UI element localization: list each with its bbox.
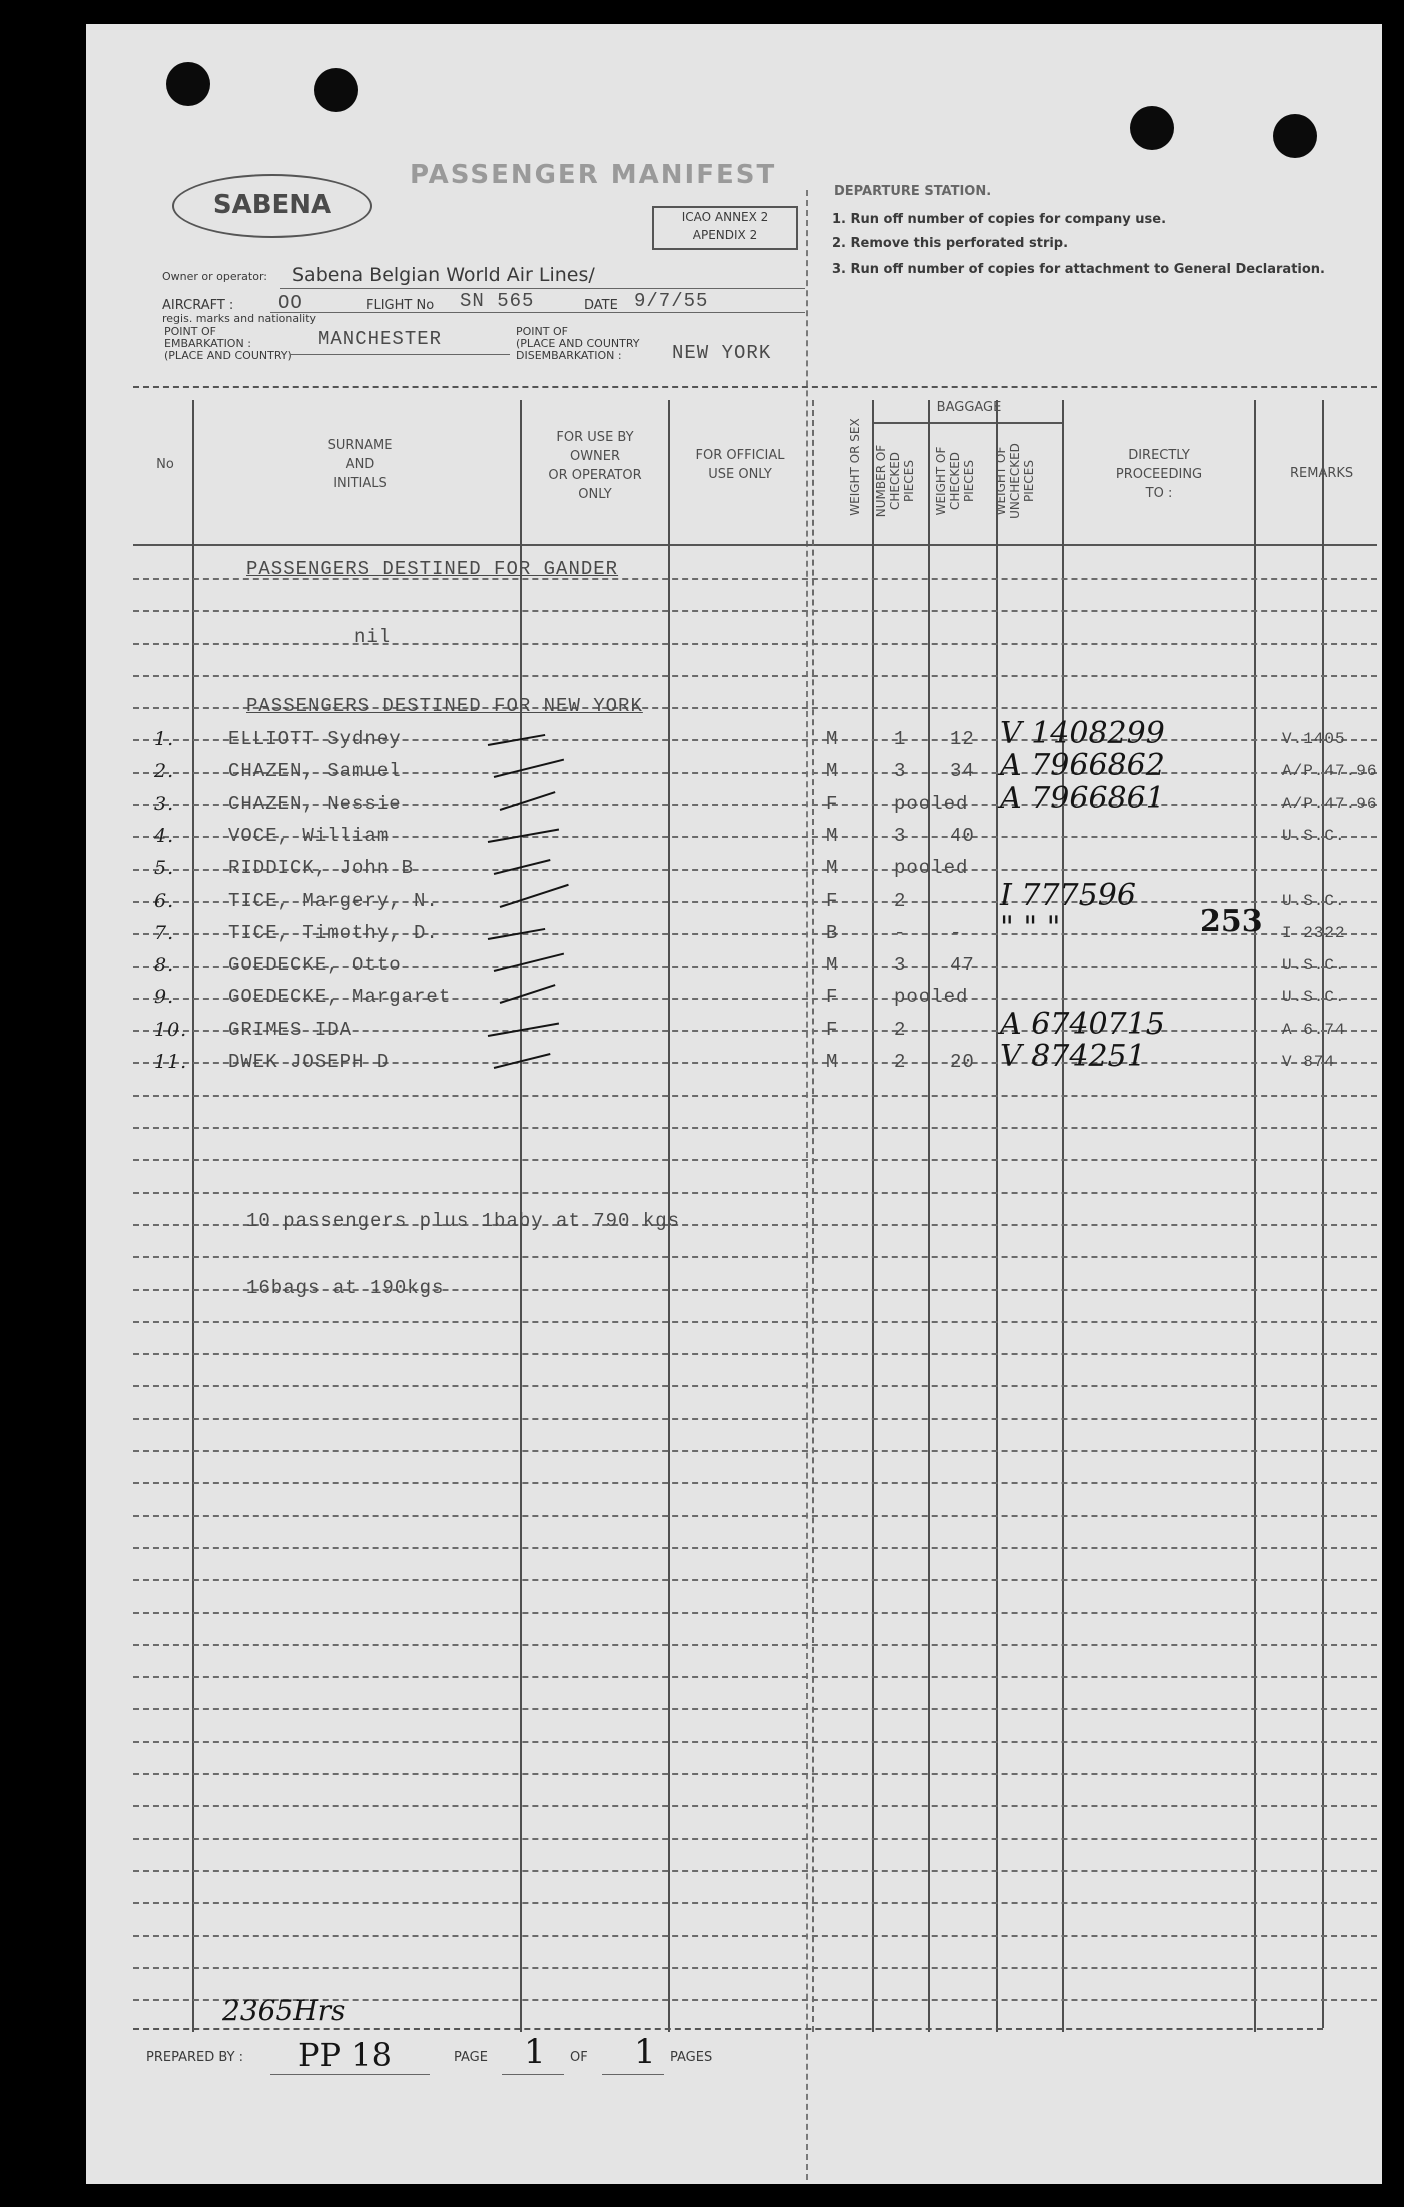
checked-pieces-value: 1 — [894, 728, 907, 750]
passenger-number: 11. — [154, 1051, 188, 1073]
instruction-1: 1. Run off number of copies for company use. — [832, 212, 1167, 227]
checked-pieces-value: 3 — [894, 760, 907, 782]
departure-station-label: DEPARTURE STATION. — [834, 184, 992, 199]
ruled-row-line — [133, 1159, 1377, 1161]
ruled-row-line — [133, 1192, 1377, 1194]
handwritten-annotation: 253 — [1200, 904, 1263, 939]
ruled-row-line — [133, 1515, 1377, 1517]
passenger-name: GRIMES IDA — [228, 1019, 353, 1041]
column-proceeding: DIRECTLY PROCEEDING TO : — [1115, 448, 1203, 501]
passenger-number: 5. — [154, 857, 175, 879]
owner-underline — [280, 288, 805, 289]
footer-rule — [133, 2028, 1323, 2030]
ruled-row-line — [133, 1418, 1377, 1420]
remark-value: A 6.74 — [1282, 1021, 1346, 1039]
owner-label: Owner or operator: — [162, 270, 267, 283]
checked-weight-value: 20 — [950, 1051, 975, 1073]
of-label: OF — [570, 2050, 588, 2065]
passenger-number: 2. — [154, 760, 175, 782]
checked-pieces-value: pooled — [894, 793, 969, 815]
remark-value: V.1405 — [1282, 730, 1346, 748]
ruled-row-line — [133, 1708, 1377, 1710]
header-bottom-rule — [133, 544, 1377, 546]
passenger-number: 10. — [154, 1019, 188, 1041]
newyork-heading: PASSENGERS DESTINED FOR NEW YORK — [246, 695, 643, 717]
passenger-name: GOEDECKE, Otto — [228, 954, 402, 976]
checked-pieces-value: pooled — [894, 986, 969, 1008]
punch-hole — [1273, 114, 1317, 158]
passenger-name: TICE, Margery, N. — [228, 890, 439, 912]
perforated-strip — [806, 190, 808, 2180]
ruled-row-line — [133, 1612, 1377, 1614]
aircraft-underline — [270, 312, 805, 313]
column-unchecked-weight: WEIGHT OF UNCHECKED PIECES — [994, 443, 1036, 519]
passenger-sex: M — [826, 954, 839, 976]
passenger-number: 3. — [154, 793, 175, 815]
handwritten-passport: V 1408299 — [1000, 716, 1165, 751]
ruled-row-line — [133, 1805, 1377, 1807]
column-checked-pieces: NUMBER OF CHECKED PIECES — [874, 444, 916, 518]
passengers-total: 10 passengers plus 1baby at 790 kgs — [246, 1210, 681, 1232]
ruled-row-line — [133, 610, 1377, 612]
hours-note: 2365Hrs — [222, 1994, 346, 2027]
passenger-sex: F — [826, 1019, 839, 1041]
ruled-row-line — [133, 1256, 1377, 1258]
ruled-row-line — [133, 1321, 1377, 1323]
ruled-row-line — [133, 1902, 1377, 1904]
passenger-name: GOEDECKE, Margaret — [228, 986, 452, 1008]
checked-weight-value: 47 — [950, 954, 975, 976]
embarkation-label: POINT OF EMBARKATION : (PLACE AND COUNTRY) — [164, 325, 292, 362]
passenger-sex: F — [826, 890, 839, 912]
remark-value: I 2322 — [1282, 924, 1346, 942]
ruled-row-line — [133, 1773, 1377, 1775]
page-value: 1 — [524, 2032, 546, 2072]
checked-pieces-value: 2 — [894, 1051, 907, 1073]
sabena-logo: SABENA — [172, 174, 372, 238]
punch-hole — [314, 68, 358, 112]
ruled-row-line — [133, 1353, 1377, 1355]
passenger-name: RIDDICK, John B — [228, 857, 415, 879]
passenger-number: 1. — [154, 728, 175, 750]
passenger-sex: F — [826, 986, 839, 1008]
passenger-name: VOCE, William — [228, 825, 390, 847]
page-label: PAGE — [454, 2050, 488, 2065]
passenger-sex: B — [826, 922, 839, 944]
ruled-row-line — [133, 1095, 1377, 1097]
remark-value: V 874 — [1282, 1053, 1336, 1071]
passenger-name: CHAZEN, Samuel — [228, 760, 402, 782]
ruled-row-line — [133, 1741, 1377, 1743]
ruled-row-line — [133, 1838, 1377, 1840]
passenger-name: TICE, Timothy, D. — [228, 922, 439, 944]
remark-value: U.S.C. — [1282, 956, 1346, 974]
ruled-row-line — [133, 643, 1377, 645]
of-underline — [602, 2074, 664, 2075]
passenger-number: 6. — [154, 890, 175, 912]
flight-value: SN 565 — [460, 290, 535, 312]
disembarkation-value: NEW YORK — [672, 342, 772, 364]
checked-weight-value: - — [950, 922, 963, 944]
checked-pieces-value: 3 — [894, 954, 907, 976]
column-official-use: FOR OFFICIAL USE ONLY — [695, 448, 785, 482]
passenger-name: CHAZEN, Nessie — [228, 793, 402, 815]
punch-hole — [1130, 106, 1174, 150]
ruled-row-line — [133, 1676, 1377, 1678]
checked-weight-value: 40 — [950, 825, 975, 847]
column-no: No — [156, 457, 174, 472]
column-surname: SURNAME AND INITIALS — [327, 438, 393, 491]
ruled-row-line — [133, 1935, 1377, 1937]
punch-hole — [166, 62, 210, 106]
prepared-underline — [270, 2074, 430, 2075]
ruled-row-line — [133, 1127, 1377, 1129]
bags-total: 16bags at 190kgs — [246, 1277, 445, 1299]
passenger-sex: M — [826, 1051, 839, 1073]
remark-value: U.S.C. — [1282, 827, 1346, 845]
ruled-row-line — [133, 1967, 1377, 1969]
checked-weight-value: 12 — [950, 728, 975, 750]
passenger-number: 4. — [154, 825, 175, 847]
regis-label: regis. marks and nationality — [162, 312, 317, 325]
aircraft-value: OO — [278, 292, 303, 314]
checked-pieces-value: - — [894, 922, 907, 944]
remark-value: U.S.C. — [1282, 988, 1346, 1006]
remark-value: U.S.C. — [1282, 892, 1346, 910]
column-owner-use: FOR USE BY OWNER OR OPERATOR ONLY — [548, 430, 642, 502]
aircraft-label: AIRCRAFT : — [162, 298, 234, 313]
checked-pieces-value: 2 — [894, 890, 907, 912]
baggage-rule — [874, 422, 1062, 424]
passenger-sex: M — [826, 760, 839, 782]
checked-pieces-value: 3 — [894, 825, 907, 847]
disembarkation-label: POINT OF (PLACE AND COUNTRY DISEMBARKATION : — [516, 325, 640, 362]
handwritten-passport: I 777596 — [1000, 878, 1136, 913]
flight-label: FLIGHT No — [366, 298, 435, 313]
ruled-row-line — [133, 1644, 1377, 1646]
passenger-sex: M — [826, 825, 839, 847]
ruled-row-line — [133, 1482, 1377, 1484]
column-remarks: REMARKS — [1290, 466, 1354, 481]
instruction-3: 3. Run off number of copies for attachment to General Declaration. — [832, 262, 1325, 277]
handwritten-passport: V 874251 — [1000, 1039, 1146, 1074]
passenger-name: ELLIOTT Sydney — [228, 728, 402, 750]
handwritten-passport: A 6740715 — [1000, 1007, 1165, 1042]
passenger-sex: M — [826, 857, 839, 879]
page-underline — [502, 2074, 564, 2075]
remark-value: A/P.47.96 — [1282, 762, 1378, 780]
checked-pieces-value: pooled — [894, 857, 969, 879]
column-baggage: BAGGAGE — [936, 400, 1002, 415]
column-checked-weight: WEIGHT OF CHECKED PIECES — [934, 446, 976, 516]
form-title: PASSENGER MANIFEST — [410, 160, 777, 190]
prepared-label: PREPARED BY : — [146, 2050, 244, 2065]
passenger-sex: M — [826, 728, 839, 750]
pages-label: PAGES — [670, 2050, 713, 2065]
ruled-row-line — [133, 1385, 1377, 1387]
embark-underline — [290, 354, 510, 355]
of-value: 1 — [634, 2032, 656, 2072]
prepared-value: PP 18 — [298, 2036, 392, 2074]
gander-heading: PASSENGERS DESTINED FOR GANDER — [246, 558, 619, 580]
column-weight-sex: WEIGHT OR SEX — [848, 418, 862, 516]
handwritten-passport: A 7966861 — [1000, 781, 1165, 816]
gander-nil: nil — [354, 626, 392, 648]
ruled-row-line — [133, 1547, 1377, 1549]
instruction-2: 2. Remove this perforated strip. — [832, 236, 1069, 251]
ruled-row-line — [133, 1579, 1377, 1581]
passenger-name: DWEK JOSEPH D — [228, 1051, 390, 1073]
passenger-number: 9. — [154, 986, 175, 1008]
date-label: DATE — [584, 298, 618, 313]
ruled-row-line — [133, 1870, 1377, 1872]
header-top-rule — [133, 386, 1377, 388]
embarkation-value: MANCHESTER — [318, 328, 443, 350]
remark-value: A/P.47.96 — [1282, 795, 1378, 813]
handwritten-passport: A 7966862 — [1000, 748, 1165, 783]
passenger-number: 8. — [154, 954, 175, 976]
handwritten-passport: " " " — [1000, 910, 1061, 945]
checked-pieces-value: 2 — [894, 1019, 907, 1041]
date-value: 9/7/55 — [634, 290, 709, 312]
owner-value: Sabena Belgian World Air Lines/ — [292, 264, 595, 286]
passenger-number: 7. — [154, 922, 175, 944]
icao-annex-box: ICAO ANNEX 2 APENDIX 2 — [652, 206, 798, 250]
ruled-row-line — [133, 675, 1377, 677]
checked-weight-value: 34 — [950, 760, 975, 782]
ruled-row-line — [133, 1450, 1377, 1452]
passenger-sex: F — [826, 793, 839, 815]
